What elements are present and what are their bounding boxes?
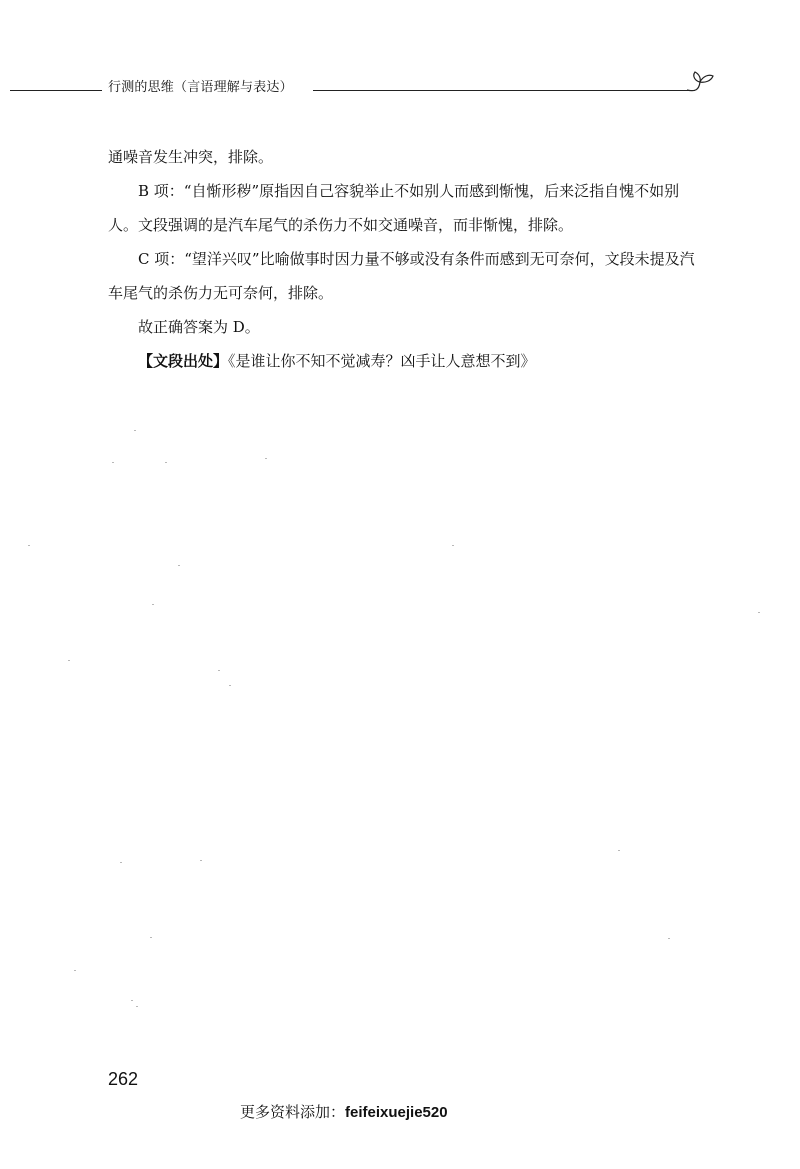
- scan-speck: [265, 458, 267, 459]
- scan-speck: [120, 862, 122, 863]
- scan-speck: [136, 1006, 138, 1007]
- scan-speck: [668, 938, 670, 939]
- running-header: [10, 74, 710, 104]
- scan-speck: [758, 612, 760, 613]
- source-citation: [108, 344, 708, 378]
- scan-speck: [112, 462, 114, 463]
- answer-explanation: [108, 140, 708, 378]
- scan-speck: [152, 604, 154, 605]
- header-rule-left: [10, 90, 102, 91]
- scan-speck: [68, 660, 70, 661]
- paragraph-option-b: B 项：“自惭形秽”原指因自己容貌举止不如别人而感到惭愧，后来泛指自愧不如别人。文段强调的是汽车尾气的杀伤力不如交通噪音，而非惭愧，排除。: [108, 182, 680, 234]
- scan-speck: [200, 860, 202, 861]
- scan-speck: [28, 545, 30, 546]
- scan-speck: [218, 670, 220, 671]
- scan-speck: [452, 545, 454, 546]
- scan-speck: [165, 462, 167, 463]
- footer-note: [240, 1101, 448, 1124]
- running-title: 行测的思维（言语理解与表达）: [108, 80, 293, 95]
- scan-speck: [178, 565, 180, 566]
- sprout-icon: [685, 68, 717, 96]
- footer-prefix: 更多资料添加：: [240, 1103, 346, 1121]
- header-rule-right: [313, 90, 695, 91]
- page-number: 262: [108, 1069, 139, 1089]
- scan-speck: [150, 937, 152, 938]
- scan-speck: [74, 970, 76, 971]
- scan-speck: [229, 685, 231, 686]
- source-title: 《是谁让你不知不觉减寿？凶手让人意想不到》: [228, 352, 536, 370]
- scan-speck: [134, 430, 136, 431]
- scan-speck: [131, 1000, 133, 1001]
- correct-answer: 故正确答案为 D。: [138, 318, 260, 336]
- source-label: 【文段出处】: [138, 352, 229, 370]
- scan-speck: [618, 850, 620, 851]
- footer-id: feifeixuejie520: [345, 1104, 448, 1121]
- paragraph-option-c: C 项：“望洋兴叹”比喻做事时因力量不够或没有条件而感到无可奈何，文段未提及汽车尾气的杀伤力无可奈何，排除。: [108, 250, 695, 302]
- paragraph-continuation: 通噪音发生冲突，排除。: [108, 148, 274, 166]
